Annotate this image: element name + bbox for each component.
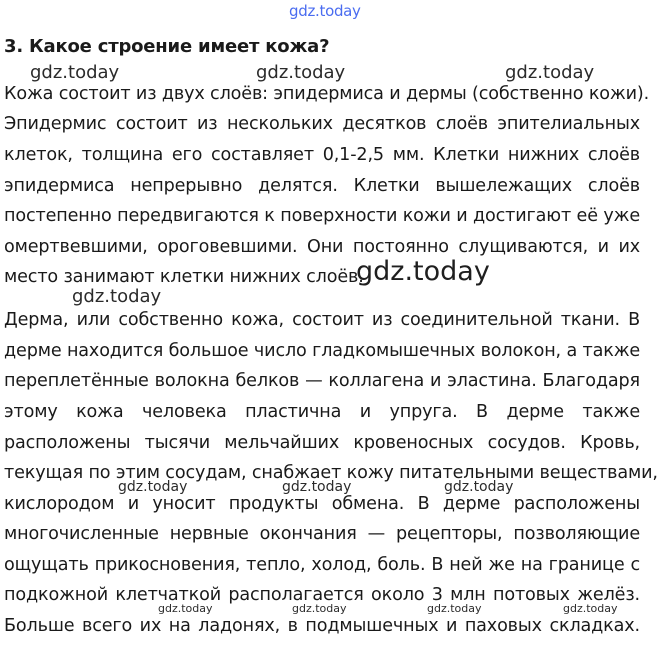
text-line: Дерма, или собственно кожа, состоит из соединительной ткани. В: [4, 310, 640, 330]
watermark: gdz.today: [118, 479, 188, 495]
watermark: gdz.today: [282, 479, 352, 495]
text-line: постепенно передвигаются к поверхности кожи и достигают её уже: [4, 206, 640, 226]
watermark: gdz.today: [72, 286, 162, 307]
watermark: gdz.today: [30, 62, 120, 83]
watermark: gdz.today: [427, 602, 482, 615]
watermark: gdz.today: [292, 602, 347, 615]
text-line: омертвевшими, ороговевшими. Они постоянно слущиваются, и их: [4, 237, 640, 257]
watermark-top[interactable]: gdz.today: [289, 2, 361, 20]
watermark: gdz.today: [158, 602, 213, 615]
text-line: этому кожа человека пластична и упруга. В дерме также: [4, 402, 640, 422]
text-line: клеток, толщина его составляет 0,1-2,5 мм. Клетки нижних слоёв: [4, 145, 640, 165]
text-line: ощущать прикосновения, тепло, холод, боль. В ней же на границе с: [4, 555, 640, 575]
watermark: gdz.today: [444, 479, 514, 495]
watermark: gdz.today: [505, 62, 595, 83]
watermark: gdz.today: [563, 602, 618, 615]
text-line: Кожа состоит из двух слоёв: эпидермиса и дермы (собственно кожи).: [4, 84, 650, 104]
text-line: Больше всего их на ладонях, в подмышечных и паховых складках.: [4, 616, 640, 636]
text-line: кислородом и уносит продукты обмена. В дерме расположены: [4, 494, 640, 514]
text-line: многочисленные нервные окончания — рецепторы, позволяющие: [4, 524, 640, 544]
text-line: текущая по этим сосудам, снабжает кожу питательными веществами,: [4, 463, 658, 483]
text-line: переплетённые волокна белков — коллагена и эластина. Благодаря: [4, 371, 640, 391]
watermark: gdz.today: [256, 62, 346, 83]
text-line: расположены тысячи мельчайших кровеносных сосудов. Кровь,: [4, 433, 640, 453]
text-line: дерме находится большое число гладкомышечных волокон, а также: [4, 341, 641, 361]
text-line: место занимают клетки нижних слоёв.: [4, 267, 364, 287]
text-line: эпидермиса непрерывно делятся. Клетки вышележащих слоёв: [4, 176, 640, 196]
text-line: подкожной клетчаткой располагается около 3 млн потовых желёз.: [4, 585, 640, 605]
question-heading: 3. Какое строение имеет кожа?: [4, 36, 330, 57]
watermark: gdz.today: [356, 256, 490, 287]
text-line: Эпидермис состоит из нескольких десятков слоёв эпителиальных: [4, 114, 640, 134]
